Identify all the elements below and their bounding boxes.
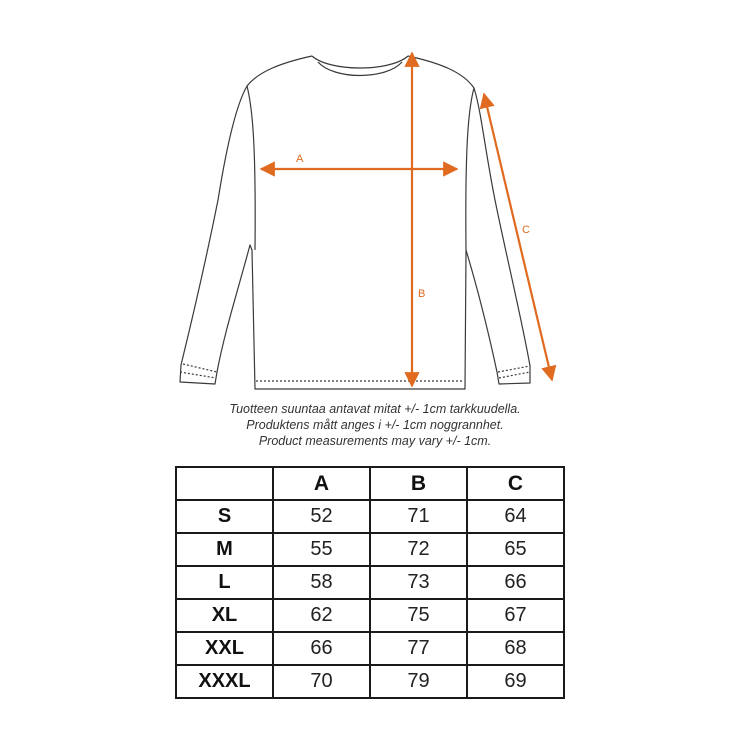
note-swedish: Produktens mått anges i +/- 1cm noggrannhet. [246,418,504,432]
measurement-a: 62 [273,599,370,632]
table-row [176,665,564,698]
measurement-a: 55 [273,533,370,566]
measurement-b: 72 [370,533,467,566]
table-row [176,533,564,566]
label-a: A [296,153,304,165]
size-label: L [176,566,273,599]
measurement-c: 67 [467,599,564,632]
table-header-row [176,467,564,500]
column-header-b: B [370,467,467,500]
measurement-a: 70 [273,665,370,698]
column-header-c: C [467,467,564,500]
shirt-outline [180,56,530,389]
table-row [176,566,564,599]
table-corner-cell [176,467,273,500]
measurement-c: 65 [467,533,564,566]
arrow-c [484,94,552,380]
size-table [175,466,565,699]
measurement-a: 66 [273,632,370,665]
measurement-a: 52 [273,500,370,533]
size-label: M [176,533,273,566]
measurement-b: 75 [370,599,467,632]
measurement-c: 64 [467,500,564,533]
measurement-b: 77 [370,632,467,665]
size-label: XXL [176,632,273,665]
measurement-b: 71 [370,500,467,533]
measurement-b: 79 [370,665,467,698]
column-header-a: A [273,467,370,500]
table-row [176,632,564,665]
note-english: Product measurements may vary +/- 1cm. [258,434,492,448]
size-label: XL [176,599,273,632]
label-b: B [418,288,426,300]
measurement-c: 69 [467,665,564,698]
note-finnish: Tuotteen suuntaa antavat mitat +/- 1cm tarkkuudella. [229,402,521,416]
size-label: XXXL [176,665,273,698]
measurement-c: 68 [467,632,564,665]
measurement-notes [0,401,750,449]
measurement-arrows [261,53,552,386]
label-c: C [522,224,530,236]
size-label: S [176,500,273,533]
table-row [176,599,564,632]
measurement-c: 66 [467,566,564,599]
measurement-b: 73 [370,566,467,599]
measurement-a: 58 [273,566,370,599]
table-row [176,500,564,533]
